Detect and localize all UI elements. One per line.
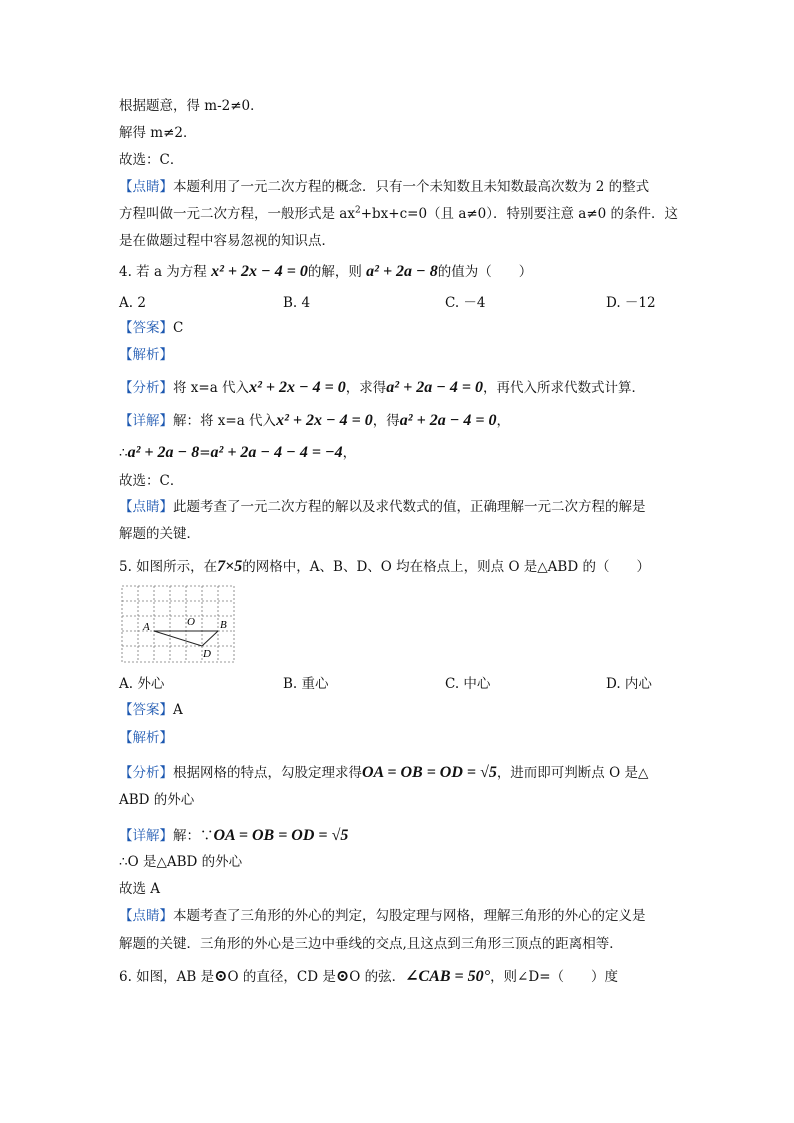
math-expression: a² + 2a − 4 − 4 = −4	[210, 444, 343, 461]
text-line: 根据题意，得 m-2≠0．	[119, 98, 264, 114]
text-line	[119, 177, 649, 197]
text-span: ，	[496, 413, 511, 429]
therefore-line: ∴O 是△ABD 的外心	[119, 854, 243, 870]
text-span: 6. 如图，AB 是	[119, 969, 215, 985]
fenxi-line: ABD 的外心	[119, 792, 195, 808]
option-a: A. 外心	[119, 676, 165, 692]
text-span: 此题考查了一元二次方程的解以及求代数式的值，正确理解一元二次方程的解是	[173, 499, 646, 515]
question-5-stem	[119, 557, 650, 577]
answer-value: C	[173, 320, 184, 336]
text-span: 解：将 x=a 代入	[173, 413, 277, 429]
text-span: 的网格中，A、B、D、O 均在格点上，则点 O 是△ABD 的（ ）	[242, 559, 650, 575]
dianjing-line	[119, 497, 646, 517]
math-expression: 7×5	[217, 558, 243, 575]
math-expression: a² + 2a − 8	[366, 263, 438, 280]
equals-sign: =	[199, 445, 211, 461]
grid-figure	[121, 585, 237, 665]
fenxi-line	[119, 378, 645, 398]
label-d: D	[203, 648, 211, 660]
math-expression: x² + 2x − 4 = 0	[249, 379, 346, 396]
dianjing-line: 解题的关键．	[119, 526, 200, 542]
text-line: 解得 m≠2．	[119, 125, 197, 141]
therefore-line	[119, 443, 356, 463]
text-line: 是在做题过程中容易忽视的知识点．	[119, 233, 335, 249]
xiangjie-tag: 【详解】	[119, 413, 173, 429]
text-span: +bx+c=0（且 a≠0）．特别要注意 a≠0 的条件．这	[360, 206, 679, 222]
option-b: B. 4	[283, 295, 311, 311]
answer-line	[119, 318, 183, 338]
answer-line	[119, 700, 183, 720]
option-d: D. 内心	[606, 676, 652, 692]
text-span: 5. 如图所示，在	[119, 559, 218, 575]
answer-value: A	[173, 702, 183, 718]
option-b: B. 重心	[283, 676, 329, 692]
xiangjie-tag: 【详解】	[119, 828, 173, 844]
analysis-tag: 【解析】	[119, 730, 173, 746]
text-span: ，再代入所求代数式计算．	[483, 380, 646, 396]
choose-line: 故选：C．	[119, 473, 184, 489]
fenxi-tag: 【分析】	[119, 765, 173, 781]
label-b: B	[220, 619, 227, 631]
text-span: ，	[342, 445, 357, 461]
math-expression: a² + 2a − 4 = 0	[386, 379, 484, 396]
fenxi-line	[119, 763, 648, 783]
text-span: 的值为（ ）	[437, 264, 533, 280]
circle-symbol: ⊙	[214, 968, 228, 985]
answer-tag: 【答案】	[119, 702, 173, 718]
choose-line: 故选 A	[119, 881, 161, 897]
text-span: 根据网格的特点，勾股定理求得	[173, 765, 362, 781]
dianjing-line	[119, 906, 646, 926]
text-span: ，求得	[345, 380, 387, 396]
dianjing-tag: 【点睛】	[119, 179, 173, 195]
math-expression: x² + 2x − 4 = 0	[211, 263, 308, 280]
dianjing-line: 解题的关键．三角形的外心是三边中垂线的交点,且这点到三角形三顶点的距离相等．	[119, 936, 623, 952]
superscript: 2	[354, 205, 361, 216]
text-span: 解：∵	[173, 828, 214, 844]
math-expression: ∠CAB = 50°	[405, 968, 491, 985]
text-span: ，进而即可判断点 O 是△	[496, 765, 649, 781]
option-d: D. －12	[606, 295, 656, 311]
grid-lines	[122, 586, 234, 662]
option-a: A. 2	[119, 295, 146, 311]
label-a: A	[143, 621, 150, 633]
text-span: 的解，则	[307, 264, 367, 280]
segment-ad	[154, 631, 202, 646]
text-span: O 的直径，CD 是	[227, 969, 336, 985]
question-4-stem	[119, 262, 532, 282]
text-span: 本题利用了一元二次方程的概念．只有一个未知数且未知数最高次数为 2 的整式	[173, 179, 650, 195]
xiangjie-line	[119, 826, 348, 846]
text-span: 将 x=a 代入	[173, 380, 250, 396]
xiangjie-line	[119, 411, 510, 431]
math-expression: OA = OB = OD = √5	[213, 827, 349, 844]
option-c: C. 中心	[445, 676, 491, 692]
question-6-stem	[119, 967, 618, 987]
text-span: 本题考查了三角形的外心的判定，勾股定理与网格，理解三角形的外心的定义是	[173, 908, 646, 924]
text-span: 4. 若 a 为方程	[119, 264, 212, 280]
answer-tag: 【答案】	[119, 320, 173, 336]
text-span: 方程叫做一元二次方程，一般形式是 ax	[119, 206, 355, 222]
text-span: ，得	[372, 413, 400, 429]
label-o: O	[187, 616, 195, 628]
text-line	[119, 204, 678, 224]
circle-symbol: ⊙	[335, 968, 350, 985]
math-expression: x² + 2x − 4 = 0	[276, 412, 373, 429]
fenxi-tag: 【分析】	[119, 380, 173, 396]
text-span: ，则∠D=（ ）度	[490, 969, 619, 985]
math-expression: OA = OB = OD = √5	[362, 764, 497, 781]
text-line: 故选：C．	[119, 152, 184, 168]
therefore-symbol: ∴	[119, 445, 128, 461]
segment-bd	[202, 631, 218, 646]
dianjing-tag: 【点睛】	[119, 499, 173, 515]
dianjing-tag: 【点睛】	[119, 908, 173, 924]
math-expression: a² + 2a − 8	[127, 444, 200, 461]
analysis-tag: 【解析】	[119, 347, 173, 363]
text-span: O 的弦．	[349, 969, 406, 985]
option-c: C. －4	[445, 295, 486, 311]
math-expression: a² + 2a − 4 = 0	[399, 412, 497, 429]
